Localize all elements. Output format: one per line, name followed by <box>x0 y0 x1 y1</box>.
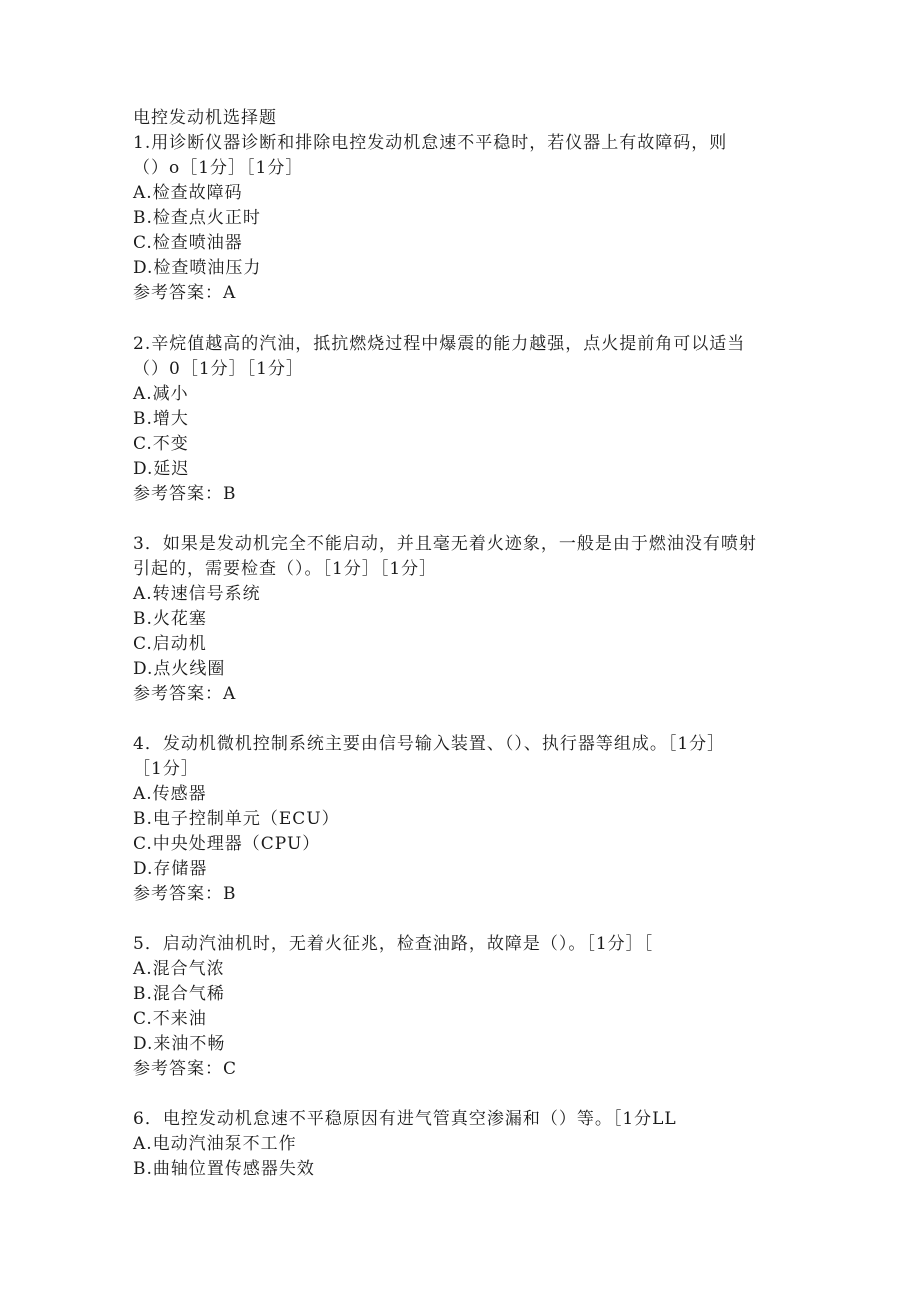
option-d: D.延迟 <box>133 459 190 479</box>
option-b: B.增大 <box>133 409 189 429</box>
answer-line: 参考答案：C <box>133 1059 238 1079</box>
option-d: D.存储器 <box>133 859 208 879</box>
option-a: A.传感器 <box>133 784 207 804</box>
answer-line: 参考答案：A <box>133 283 237 303</box>
answer-line: 参考答案：A <box>133 684 237 704</box>
question-stem-line: 4．发动机微机控制系统主要由信号输入装置、（）、执行器等组成。［1分］ <box>133 734 726 754</box>
option-a: A.减小 <box>133 384 189 404</box>
option-b: B.混合气稀 <box>133 984 225 1004</box>
question-stem-line: 6．电控发动机怠速不平稳原因有进气管真空渗漏和（）等。［1分LL <box>133 1109 677 1129</box>
option-a: A.混合气浓 <box>133 959 225 979</box>
question-6 <box>133 1107 813 1182</box>
document-title: 电控发动机选择题 <box>133 108 277 128</box>
question-4 <box>133 732 813 907</box>
question-5 <box>133 932 813 1082</box>
option-c: C.启动机 <box>133 634 207 654</box>
option-d: D.来油不畅 <box>133 1034 226 1054</box>
answer-line: 参考答案：B <box>133 484 237 504</box>
option-a: A.检查故障码 <box>133 183 243 203</box>
option-a: A.转速信号系统 <box>133 584 261 604</box>
option-a: A.电动汽油泵不工作 <box>133 1134 297 1154</box>
question-3 <box>133 532 813 707</box>
question-stem-line: 5．启动汽油机时，无着火征兆，检查油路，故障是（）。［1分］［ <box>133 934 654 954</box>
option-c: C.检查喷油器 <box>133 233 243 253</box>
question-stem-line: 引起的，需要检查（）。［1分］［1分］ <box>133 559 438 579</box>
question-stem-line: （）o［1分］［1分］ <box>133 158 304 178</box>
option-c: C.中央处理器（CPU） <box>133 834 321 854</box>
option-c: C.不来油 <box>133 1009 207 1029</box>
question-2 <box>133 332 813 507</box>
option-d: D.检查喷油压力 <box>133 258 262 278</box>
option-b: B.火花塞 <box>133 609 207 629</box>
question-stem-line: 3．如果是发动机完全不能启动，并且毫无着火迹象，一般是由于燃油没有喷射 <box>133 534 757 554</box>
question-stem-line: 1.用诊断仪器诊断和排除电控发动机怠速不平稳时，若仪器上有故障码，则 <box>133 133 728 153</box>
option-d: D.点火线圈 <box>133 659 226 679</box>
option-b: B.电子控制单元（ECU） <box>133 809 340 829</box>
option-b: B.曲轴位置传感器失效 <box>133 1159 315 1179</box>
option-b: B.检查点火正时 <box>133 208 261 228</box>
question-stem-line: （）0［1分］［1分］ <box>133 359 304 379</box>
option-c: C.不变 <box>133 434 189 454</box>
question-stem-line: 2.辛烷值越高的汽油，抵抗燃烧过程中爆震的能力越强，点火提前角可以适当 <box>133 334 746 354</box>
question-1 <box>133 131 813 306</box>
answer-line: 参考答案：B <box>133 884 237 904</box>
question-stem-line: ［1分］ <box>133 759 199 779</box>
